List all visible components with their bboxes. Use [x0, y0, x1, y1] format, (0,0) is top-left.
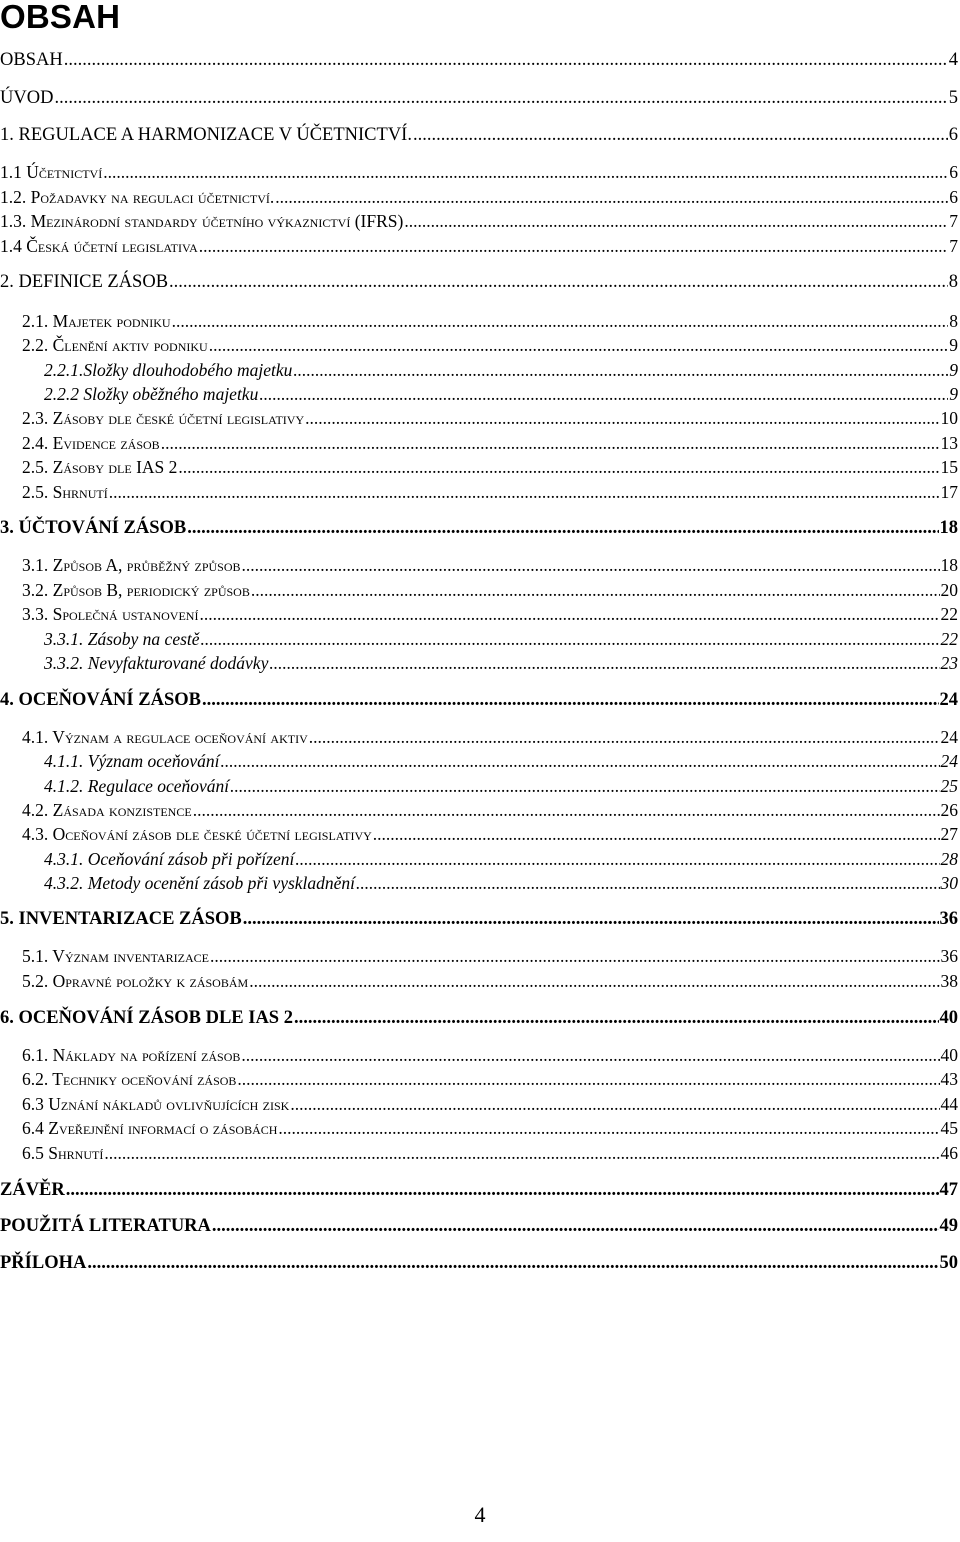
toc-entry-1-3[interactable]: [0, 209, 958, 233]
toc-entry-label: OBSAH: [0, 50, 63, 70]
toc-dot-leader: [356, 871, 939, 895]
toc-dot-leader: [413, 123, 948, 147]
toc-dot-leader: [290, 1092, 939, 1116]
toc-entry-page: 28: [940, 849, 958, 869]
toc-entry-6-1[interactable]: [0, 1043, 958, 1067]
toc-entry-label: ZÁVĚR: [0, 1180, 65, 1200]
toc-entry-label: 2. DEFINICE ZÁSOB: [0, 272, 169, 292]
toc-dot-leader: [104, 1141, 939, 1165]
toc-entry-page: 36: [940, 946, 958, 966]
toc-entry-label: 3. ÚČTOVÁNÍ ZÁSOB: [0, 518, 187, 538]
toc-dot-leader: [275, 185, 948, 209]
toc-entry-page: 4: [948, 50, 958, 70]
toc-entry-page: 49: [939, 1216, 958, 1236]
toc-entry-label: PŘÍLOHA: [0, 1253, 87, 1273]
toc-entry-page: 9: [949, 335, 958, 355]
toc-entry-3-2[interactable]: [0, 578, 958, 602]
toc-dot-leader: [220, 749, 939, 773]
toc-entry-page: 18: [939, 518, 958, 538]
toc-entry-label: 4.1.1. Význam oceňování: [44, 751, 220, 771]
toc-dot-leader: [373, 822, 940, 846]
toc-entry-label: 2.2. Členění aktiv podniku: [22, 335, 208, 355]
toc-entry-label: 5. INVENTARIZACE ZÁSOB: [0, 909, 242, 929]
toc-entry-3-3-2[interactable]: [0, 651, 958, 675]
toc-entry-page: 27: [940, 824, 958, 844]
toc-entry-label: 3.3.1. Zásoby na cestě: [44, 629, 200, 649]
toc-dot-leader: [404, 209, 948, 233]
toc-entry-page: 40: [939, 1008, 958, 1028]
toc-entry-1-1[interactable]: [0, 160, 958, 184]
toc-dot-leader: [259, 382, 948, 406]
toc-entry-label: 2.1. Majetek podniku: [22, 311, 171, 331]
toc-entry-label: 2.4. Evidence zásob: [22, 433, 160, 453]
toc-dot-leader: [209, 333, 949, 357]
toc-entry-page: 6: [948, 125, 958, 145]
toc-entry-3-1[interactable]: [0, 553, 958, 577]
toc-entry-page: 8: [948, 272, 958, 292]
page-title: OBSAH: [0, 0, 121, 35]
toc-entry-page: 30: [940, 873, 958, 893]
page-number: 4: [474, 1502, 486, 1527]
toc-entry-label: 1.1 Účetnictví: [0, 162, 103, 182]
toc-dot-leader: [172, 309, 949, 333]
toc-dot-leader: [294, 1006, 939, 1030]
toc-entry-page: 44: [940, 1094, 958, 1114]
toc-entry-page: 24: [940, 751, 958, 771]
toc-entry-2-2[interactable]: [0, 333, 958, 357]
toc-entry-label: 2.5. Shrnutí: [22, 482, 108, 502]
toc-entry-literatura[interactable]: [0, 1214, 958, 1238]
toc-dot-leader: [169, 270, 948, 294]
toc-entry-label: 1. REGULACE A HARMONIZACE V ÚČETNICTVÍ.: [0, 125, 412, 145]
toc-entry-label: 2.2.2 Složky oběžného majetku: [44, 384, 259, 404]
toc-entry-uvod[interactable]: [0, 86, 958, 110]
toc-entry-3-3[interactable]: [0, 602, 958, 626]
toc-dot-leader: [103, 160, 948, 184]
toc-entry-page: 23: [940, 653, 958, 673]
toc-entry-label: 4.1. Význam a regulace oceňování aktiv: [22, 727, 308, 747]
toc-entry-label: 4.1.2. Regulace oceňování: [44, 776, 230, 796]
toc-entry-6-4[interactable]: [0, 1116, 958, 1140]
toc-entry-label: 3.3. Společná ustanovení: [22, 604, 199, 624]
toc-entry-4-3-2[interactable]: [0, 871, 958, 895]
toc-entry-label: 6.4 Zveřejnění informací o zásobách: [22, 1118, 278, 1138]
toc-entry-4-1-2[interactable]: [0, 774, 958, 798]
toc-dot-leader: [237, 1067, 939, 1091]
toc-entry-page: 24: [939, 690, 958, 710]
toc-entry-label: 1.4 Česká účetní legislativa: [0, 236, 198, 256]
toc-dot-leader: [199, 234, 948, 258]
toc-entry-label: 1.3. Mezinárodní standardy účetního výkaznictví (IFRS): [0, 211, 404, 231]
toc-entry-4-3[interactable]: [0, 822, 958, 846]
toc-dot-leader: [295, 847, 939, 871]
toc-entry-2-5-shrnuti[interactable]: [0, 480, 958, 504]
toc-entry-label: 4.3.1. Oceňování zásob při pořízení: [44, 849, 295, 869]
toc-entry-chapter-6[interactable]: [0, 1006, 958, 1030]
toc-entry-page: 26: [940, 800, 958, 820]
toc-entry-label: 4.3. Oceňování zásob dle české účetní legislativy: [22, 824, 372, 844]
toc-entry-page: 15: [940, 457, 958, 477]
toc-dot-leader: [241, 1043, 939, 1067]
toc-entry-priloha[interactable]: [0, 1251, 958, 1275]
toc-dot-leader: [187, 516, 938, 540]
toc-dot-leader: [278, 1116, 939, 1140]
toc-entry-label: 3.2. Způsob B, periodický způsob: [22, 580, 250, 600]
toc-entry-page: 38: [940, 971, 958, 991]
toc-entry-page: 20: [940, 580, 958, 600]
toc-entry-label: 2.5. Zásoby dle IAS 2: [22, 457, 178, 477]
toc-entry-label: 4.2. Zásada konzistence: [22, 800, 192, 820]
toc-entry-page: 10: [940, 408, 958, 428]
toc-entry-6-2[interactable]: [0, 1067, 958, 1091]
toc-entry-6-3[interactable]: [0, 1092, 958, 1116]
toc-dot-leader: [212, 1214, 939, 1238]
toc-dot-leader: [210, 944, 939, 968]
toc-entry-6-5[interactable]: [0, 1141, 958, 1165]
toc-entry-3-3-1[interactable]: [0, 627, 958, 651]
toc-dot-leader: [199, 602, 939, 626]
toc-entry-obsah[interactable]: [0, 48, 958, 72]
toc-entry-label: ÚVOD: [0, 88, 54, 108]
toc-entry-page: 13: [940, 433, 958, 453]
toc-dot-leader: [54, 86, 947, 110]
toc-entry-page: 25: [940, 776, 958, 796]
toc-entry-page: 22: [940, 604, 958, 624]
toc-entry-label: 6.5 Shrnutí: [22, 1143, 104, 1163]
toc-entry-chapter-4[interactable]: [0, 688, 958, 712]
toc-entry-page: 36: [939, 909, 958, 929]
toc-entry-4-1-1[interactable]: [0, 749, 958, 773]
toc-entry-chapter-3[interactable]: [0, 516, 958, 540]
toc-entry-page: 17: [940, 482, 958, 502]
toc-dot-leader: [109, 480, 940, 504]
toc-dot-leader: [309, 725, 940, 749]
toc-entry-page: 6: [949, 187, 958, 207]
toc-dot-leader: [269, 651, 939, 675]
toc-entry-label: 2.3. Zásoby dle české účetní legislativy: [22, 408, 305, 428]
toc-entry-zaver[interactable]: [0, 1178, 958, 1202]
toc-entry-label: 3.3.2. Nevyfakturované dodávky: [44, 653, 269, 673]
toc-dot-leader: [249, 969, 939, 993]
toc-entry-page: 8: [949, 311, 958, 331]
toc-entry-page: 47: [939, 1180, 958, 1200]
toc-dot-leader: [243, 907, 939, 931]
toc-dot-leader: [161, 431, 940, 455]
toc-entry-page: 45: [940, 1118, 958, 1138]
toc-entry-2-2-1[interactable]: [0, 358, 958, 382]
toc-entry-label: POUŽITÁ LITERATURA: [0, 1216, 211, 1236]
toc-dot-leader: [230, 774, 939, 798]
toc-entry-page: 9: [949, 360, 958, 380]
toc-entry-2-2-2[interactable]: [0, 382, 958, 406]
toc-entry-page: 7: [949, 211, 958, 231]
toc-dot-leader: [193, 798, 940, 822]
toc-dot-leader: [293, 358, 948, 382]
toc-entry-page: 6: [949, 162, 958, 182]
toc-entry-page: 50: [939, 1253, 958, 1273]
toc-entry-label: 6.2. Techniky oceňování zásob: [22, 1069, 237, 1089]
toc-entry-page: 40: [940, 1045, 958, 1065]
toc-dot-leader: [201, 627, 940, 651]
toc-entry-2-4[interactable]: [0, 431, 958, 455]
toc-entry-chapter-5[interactable]: [0, 907, 958, 931]
toc-entry-page: 24: [940, 727, 958, 747]
toc-entry-page: 22: [940, 629, 958, 649]
toc-entry-4-3-1[interactable]: [0, 847, 958, 871]
toc-dot-leader: [66, 1178, 939, 1202]
toc-dot-leader: [305, 406, 939, 430]
toc-entry-label: 6.1. Náklady na pořízení zásob: [22, 1045, 241, 1065]
toc-entry-1-2[interactable]: [0, 185, 958, 209]
toc-entry-2-3[interactable]: [0, 406, 958, 430]
toc-entry-page: 7: [949, 236, 958, 256]
toc-entry-chapter-2[interactable]: [0, 270, 958, 294]
toc-entry-label: 5.2. Opravné položky k zásobám: [22, 971, 249, 991]
toc-entry-page: 18: [940, 555, 958, 575]
toc-entry-2-5[interactable]: [0, 455, 958, 479]
toc-entry-label: 5.1. Význam inventarizace: [22, 946, 210, 966]
toc-entry-1-4[interactable]: [0, 234, 958, 258]
toc-dot-leader: [251, 578, 940, 602]
toc-dot-leader: [202, 688, 939, 712]
toc-entry-label: 3.1. Způsob A, průběžný způsob: [22, 555, 241, 575]
toc-entry-label: 6. OCEŇOVÁNÍ ZÁSOB DLE IAS 2: [0, 1008, 293, 1028]
toc-entry-label: 4. OCEŇOVÁNÍ ZÁSOB: [0, 690, 201, 710]
toc-dot-leader: [242, 553, 940, 577]
toc-dot-leader: [87, 1251, 938, 1275]
toc-entry-chapter-1[interactable]: [0, 123, 958, 147]
toc-entry-label: 4.3.2. Metody ocenění zásob při vyskladnění: [44, 873, 356, 893]
toc-entry-page: 9: [949, 384, 958, 404]
toc-dot-leader: [178, 455, 939, 479]
toc-entry-page: 43: [940, 1069, 958, 1089]
toc-entry-4-1[interactable]: [0, 725, 958, 749]
toc-entry-5-1[interactable]: [0, 944, 958, 968]
toc-entry-page: 5: [948, 88, 958, 108]
toc-entry-5-2[interactable]: [0, 969, 958, 993]
toc-entry-label: 6.3 Uznání nákladů ovlivňujících zisk: [22, 1094, 290, 1114]
toc-entry-label: 1.2. Požadavky na regulaci účetnictví.: [0, 187, 275, 207]
toc-entry-label: 2.2.1.Složky dlouhodobého majetku: [44, 360, 293, 380]
toc-entry-page: 46: [940, 1143, 958, 1163]
toc-dot-leader: [64, 48, 948, 72]
toc-entry-2-1[interactable]: [0, 309, 958, 333]
toc-entry-4-2[interactable]: [0, 798, 958, 822]
